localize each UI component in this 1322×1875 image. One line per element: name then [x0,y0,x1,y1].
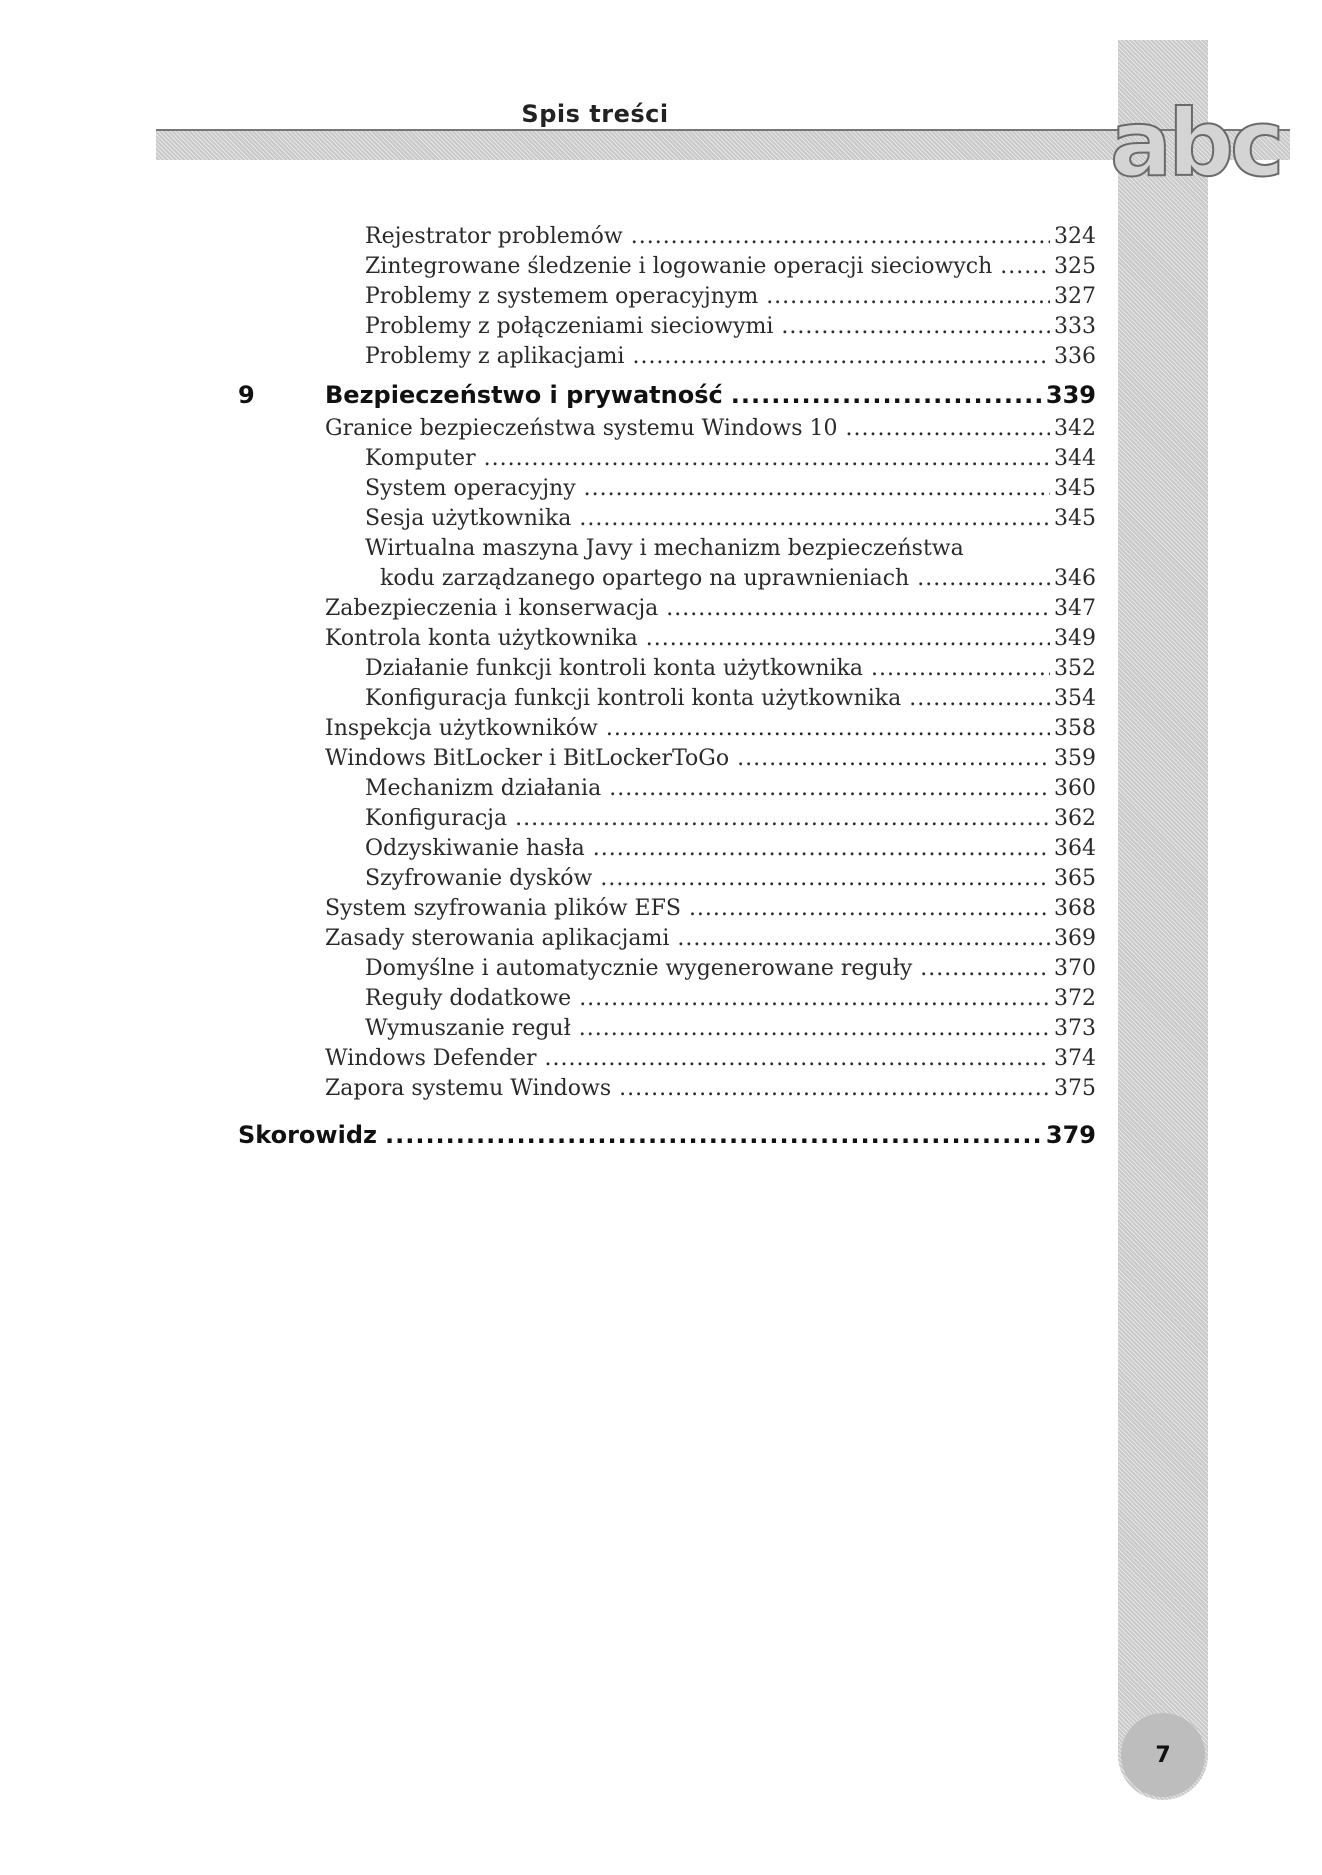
toc-entry-title: Rejestrator problemów [365,224,623,249]
dot-leader [631,222,1050,252]
toc-entry-title: Wymuszanie reguł [365,1016,571,1041]
toc-entry-page: 344 [1054,446,1096,471]
toc-entry-page: 352 [1054,656,1096,681]
toc-entry-page: 365 [1054,866,1096,891]
toc-entry-title: Konfiguracja funkcji kontroli konta użytkownika [365,686,902,711]
toc-entry[interactable] [238,654,1096,684]
dot-leader [689,894,1050,924]
toc-entry[interactable] [238,414,1096,444]
toc-entry-title: Problemy z aplikacjami [365,344,625,369]
toc-entry-page: 345 [1054,506,1096,531]
dot-leader [646,624,1050,654]
toc-entry[interactable] [238,834,1096,864]
toc-entry-page: 327 [1054,284,1096,309]
toc-entry-title: kodu zarządzanego opartego na uprawnieniach [380,566,910,591]
dot-leader [917,564,1050,594]
toc-entry[interactable] [238,444,1096,474]
toc-entry-page: 325 [1054,254,1096,279]
toc-entry-title: Granice bezpieczeństwa systemu Windows 10 [325,416,838,441]
page-number-badge: 7 [1121,1713,1205,1797]
dot-leader [1000,252,1050,282]
toc-entry[interactable] [238,924,1096,954]
dot-leader [609,774,1050,804]
dot-leader [766,282,1050,312]
page-header-title: Spis treści [521,100,669,128]
dot-leader [606,714,1050,744]
toc-entry-title: Reguły dodatkowe [365,986,572,1011]
dot-leader [737,744,1050,774]
toc-entry-page: 359 [1054,746,1096,771]
toc-entry-title: Sesja użytkownika [365,506,572,531]
toc-entry-page: 369 [1054,926,1096,951]
dot-leader [731,378,1042,412]
toc-entry[interactable] [238,864,1096,894]
index-title: Skorowidz [238,1121,377,1149]
dot-leader [584,474,1050,504]
toc-entry-page: 362 [1054,806,1096,831]
toc-entry[interactable] [238,1044,1096,1074]
toc-entry-page: 358 [1054,716,1096,741]
toc-entry-title: Konfiguracja [365,806,508,831]
toc-entry-page: 346 [1054,566,1096,591]
dot-leader [632,342,1050,372]
toc-entry-title: Komputer [365,446,476,471]
dot-leader [515,804,1050,834]
toc-entry-title: Szyfrowanie dysków [365,866,593,891]
dot-leader [593,834,1050,864]
toc-entry-title: Domyślne i automatycznie wygenerowane reguły [365,956,913,981]
dot-leader [600,864,1050,894]
toc-entry[interactable] [238,504,1096,534]
toc-entry[interactable] [238,1074,1096,1104]
toc-entry-page: 349 [1054,626,1096,651]
toc-entry[interactable] [238,804,1096,834]
toc-entry[interactable] [238,342,1096,372]
toc-entry-page: 373 [1054,1016,1096,1041]
chapter-number: 9 [238,381,255,409]
toc-entry-title: Wirtualna maszyna Javy i mechanizm bezpieczeństwa [365,536,964,561]
toc-entry-page: 360 [1054,776,1096,801]
toc-entry-page: 375 [1054,1076,1096,1101]
toc-entry[interactable] [238,222,1096,252]
toc-entry-title: Zintegrowane śledzenie i logowanie operacji sieciowych [365,254,993,279]
toc-entry[interactable] [238,684,1096,714]
toc-entry-title: Problemy z połączeniami sieciowymi [365,314,774,339]
toc-entry-page: 370 [1054,956,1096,981]
abc-logo: abc [1110,90,1281,197]
dot-leader [619,1074,1050,1104]
toc-entry-title: Inspekcja użytkowników [325,716,598,741]
toc-entry-page: 372 [1054,986,1096,1011]
toc-entry-page: 368 [1054,896,1096,921]
toc-entry-title: Windows BitLocker i BitLockerToGo [325,746,730,771]
toc-entry[interactable] [238,624,1096,654]
toc-entry[interactable] [238,252,1096,282]
dot-leader [677,924,1050,954]
toc-entry-page: 364 [1054,836,1096,861]
toc-entry-page: 354 [1054,686,1096,711]
dot-leader [579,1014,1050,1044]
toc-entry[interactable] [238,534,1096,564]
dot-leader [385,1118,1042,1152]
toc-entry-page: 374 [1054,1046,1096,1071]
toc-index-entry[interactable] [238,1118,1096,1152]
dot-leader [484,444,1050,474]
chapter-title: Bezpieczeństwo i prywatność [325,381,723,409]
toc-entry-page: 324 [1054,224,1096,249]
dot-leader [579,504,1050,534]
dot-leader [544,1044,1050,1074]
toc-entry-title: Zapora systemu Windows [325,1076,612,1101]
dot-leader [871,654,1050,684]
toc-entry[interactable] [238,774,1096,804]
toc-entry-page: 345 [1054,476,1096,501]
toc-entry-page: 333 [1054,314,1096,339]
toc-entry-title: Zasady sterowania aplikacjami [325,926,670,951]
toc-entry[interactable] [238,744,1096,774]
toc-entry-title: Działanie funkcji kontroli konta użytkownika [365,656,864,681]
toc-entry-title: System szyfrowania plików EFS [325,896,681,921]
toc-entry[interactable] [238,312,1096,342]
toc-entry[interactable] [238,984,1096,1014]
toc-entry-title: Windows Defender [325,1046,537,1071]
toc-entry-title: Problemy z systemem operacyjnym [365,284,759,309]
toc-entry[interactable] [238,474,1096,504]
toc-entry-title: Mechanizm działania [365,776,602,801]
dot-leader [920,954,1050,984]
toc-entry[interactable] [238,282,1096,312]
toc-entry[interactable] [238,1014,1096,1044]
index-page: 379 [1045,1121,1096,1149]
toc-entry[interactable] [238,954,1096,984]
dot-leader [666,594,1050,624]
toc-entry-page: 347 [1054,596,1096,621]
toc-entry-page: 342 [1054,416,1096,441]
toc-chapter-heading[interactable] [238,378,1096,412]
toc-entry-page: 336 [1054,344,1096,369]
toc-entry-title: Zabezpieczenia i konserwacja [325,596,659,621]
dot-leader [846,414,1050,444]
side-strip [1118,40,1208,1800]
toc-entry[interactable] [238,594,1096,624]
toc-entry[interactable] [238,894,1096,924]
toc-entry[interactable] [238,714,1096,744]
chapter-page: 339 [1045,381,1096,409]
table-of-contents [238,222,1096,1152]
dot-leader [781,312,1050,342]
dot-leader [579,984,1050,1014]
toc-entry-title: Kontrola konta użytkownika [325,626,638,651]
toc-entry-title: Odzyskiwanie hasła [365,836,585,861]
toc-entry-title: System operacyjny [365,476,576,501]
dot-leader [909,684,1050,714]
toc-entry-continued[interactable] [238,564,1096,594]
